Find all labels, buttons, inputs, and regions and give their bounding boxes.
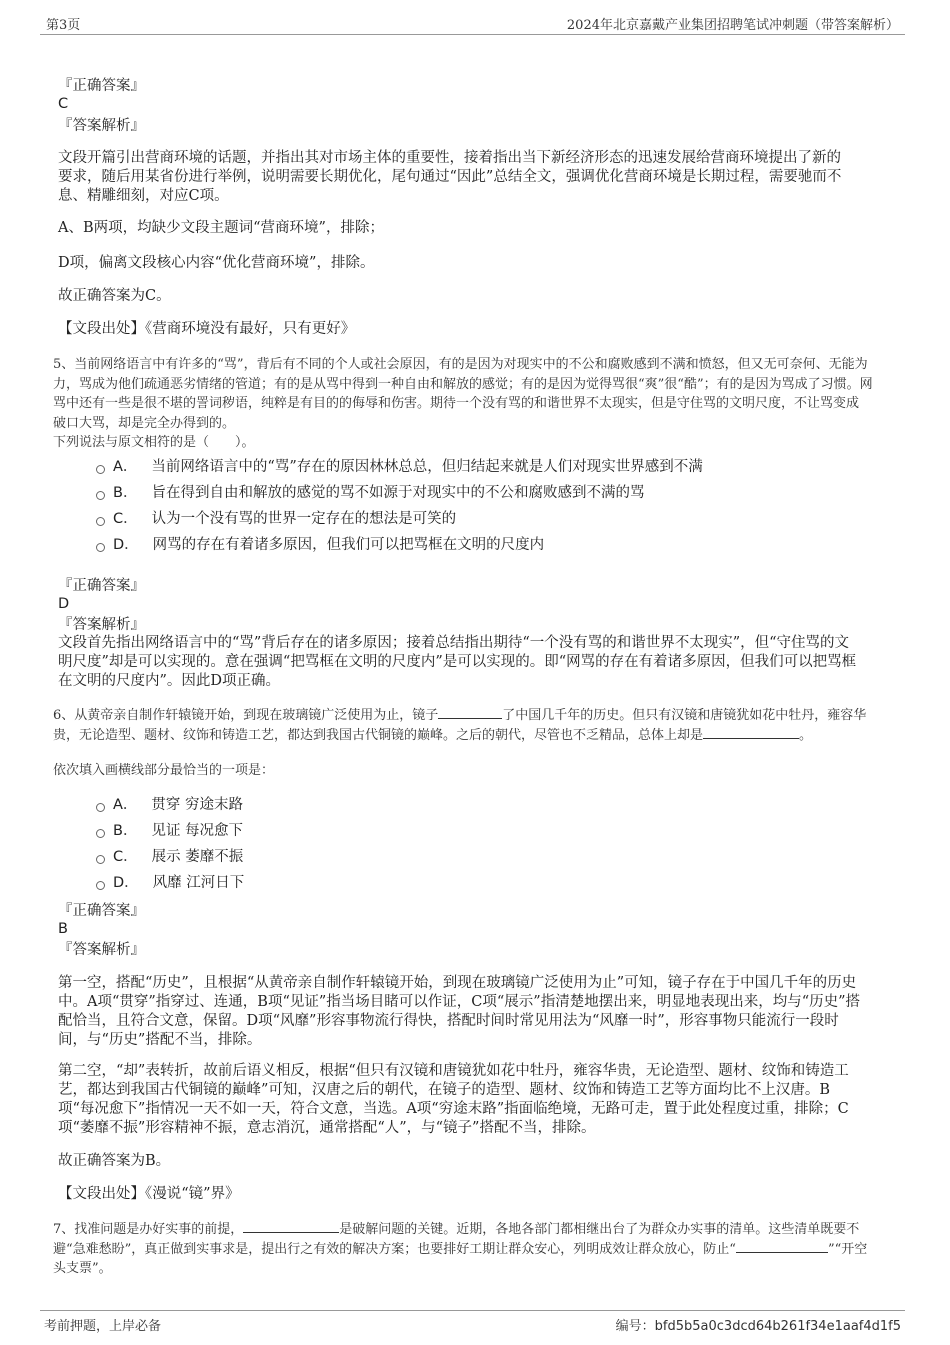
q5-prompt: 下列说法与原文相符的是（ ）。 [53, 435, 255, 450]
q6-analysis-line: 中。A项“贯穿”指穿过、连通，B项“见证”指当场目睹可以作证，C项“展示”指清楚地摆出来，明显地表现出来，均与“历史”搭 [58, 994, 861, 1010]
q5-option-d[interactable] [96, 535, 544, 555]
q6-stem-part: 了中国几千年的历史。但只有汉镜和唐镜犹如花中牡丹，雍容华 [502, 708, 867, 723]
q6-analysis-line: 项“萎靡不振”形容精神不振，意志消沉，通常搭配“人”，与“镜子”搭配不当，排除。 [58, 1120, 596, 1136]
q6-analysis-line: 间，与“历史”搭配不当，排除。 [58, 1032, 262, 1048]
q5-analysis-line: 明尺度”却是可以实现的。意在强调“把骂框在文明的尺度内”是可以实现的。即“网骂的存在有着诸多原因，但我们可以把骂框 [58, 654, 857, 670]
q7-stem-part: 头支票”。 [53, 1261, 112, 1276]
option-letter: A． [113, 459, 138, 475]
option-text: 当前网络语言中的“骂”存在的原因林林总总，但归结起来就是人们对现实世界感到不满 [151, 459, 703, 475]
q6-option-d[interactable] [96, 873, 244, 893]
q6-analysis-p1 [58, 974, 896, 1050]
radio-icon[interactable] [96, 881, 105, 890]
q4-ab-line: A、B两项，均缺少文段主题词“营商环境”，排除； [58, 220, 384, 236]
q4-source: 【文段出处】《营商环境没有最好，只有更好》 [58, 321, 356, 337]
option-text: 网骂的存在有着诸多原因，但我们可以把骂框在文明的尺度内 [152, 537, 545, 553]
q4-analysis-line: 息、精雕细刻，对应C项。 [58, 188, 229, 204]
q5-analysis [58, 634, 896, 691]
q5-answer: D [58, 596, 70, 612]
option-text: 风靡 江河日下 [152, 875, 245, 891]
footer-slogan: 考前押题，上岸必备 [44, 1319, 162, 1334]
fill-blank-1 [438, 706, 502, 719]
q5-analysis-line: 文段首先指出网络语言中的“骂”背后存在的诸多原因；接着总结指出期待“一个没有骂的和谐世界不太现实”，但“守住骂的文 [58, 635, 850, 651]
fill-blank-1 [243, 1220, 339, 1233]
q6-option-a[interactable] [96, 795, 243, 815]
radio-icon[interactable] [96, 803, 105, 812]
document-code [616, 1315, 901, 1334]
radio-icon[interactable] [96, 517, 105, 526]
code-value: bfd5b5a0c3dcd64b261f34e1aaf4d1f5 [654, 1319, 901, 1334]
q4-answer: C [58, 96, 69, 112]
option-letter: A． [113, 797, 138, 813]
option-letter: D． [113, 875, 139, 891]
option-text: 认为一个没有骂的世界一定存在的想法是可笑的 [151, 511, 457, 527]
q6-analysis-p2 [58, 1062, 896, 1138]
q4-analysis-label: 『答案解析』 [58, 118, 145, 134]
q4-analysis [58, 149, 896, 206]
q5-stem-line: 力，骂成为他们疏通恶劣情绪的管道；有的是从骂中得到一种自由和解放的感觉；有的是因为觉得骂很“爽”很“酷”；有的是因为骂成了习惯。网 [53, 376, 873, 392]
q6-prompt: 依次填入画横线部分最恰当的一项是： [53, 763, 275, 778]
radio-icon[interactable] [96, 543, 105, 552]
q7-stem-part: ”“开空 [827, 1241, 868, 1257]
q6-source: 【文段出处】《漫说“镜”界》 [58, 1186, 240, 1202]
document-title: 2024年北京嘉戴产业集团招聘笔试冲刺题（带答案解析） [566, 18, 899, 33]
q5-answer-label: 『正确答案』 [58, 578, 145, 594]
q4-d-line: D项，偏离文段核心内容“优化营商环境”，排除。 [58, 255, 375, 271]
q5-stem-line: 5、当前网络语言中有许多的“骂”，背后有不同的个人或社会原因，有的是因为对现实中的不公和腐败感到不满和愤怒，但又无可奈何、无能为 [53, 357, 868, 372]
q5-stem-line: 骂中还有一些是很不堪的詈词秽语，纯粹是有目的的侮辱和伤害。期待一个没有骂的和谐世界不太现实，但是守住骂的文明尺度，不让骂变成 [53, 396, 860, 411]
q4-analysis-line: 文段开篇引出营商环境的话题，并指出其对市场主体的重要性，接着指出当下新经济形态的迅速发展给营商环境提出了新的 [58, 150, 841, 166]
q7-stem-part: 是破解问题的关键。近期，各地各部门都相继出台了为群众办实事的清单。这些清单既要不 [339, 1222, 860, 1237]
code-label: 编号： [615, 1319, 655, 1334]
q6-analysis-line: 艺，都达到我国古代铜镜的巅峰”可知，汉唐之后的朝代，在镜子的造型、题材、纹饰和铸造工艺等方面均比不上汉唐。B [58, 1082, 831, 1098]
q4-conclusion: 故正确答案为C。 [58, 288, 171, 304]
q6-analysis-label: 『答案解析』 [58, 942, 145, 958]
radio-icon[interactable] [96, 465, 105, 474]
q6-stem-part: 贵，无论造型、题材、纹饰和铸造工艺，都达到我国古代铜镜的巅峰。之后的朝代，尽管也不乏精品，总体上却是 [53, 727, 704, 743]
page-number: 第3页 [46, 18, 81, 33]
option-text: 展示 萎靡不振 [151, 849, 244, 865]
radio-icon[interactable] [96, 491, 105, 500]
option-letter: C． [113, 511, 138, 527]
fill-blank-2 [703, 726, 799, 739]
q6-option-c[interactable] [96, 847, 243, 867]
option-text: 贯穿 穷途末路 [151, 797, 244, 813]
q5-option-a[interactable] [96, 457, 703, 477]
q7-stem-part: 避“急难愁盼”，真正做到实事求是，提出行之有效的解决方案；也要排好工期让群众安心，列明成效让群众放心，防止“ [53, 1241, 736, 1257]
q6-stem-part: 6、从黄帝亲自制作轩辕镜开始，到现在玻璃镜广泛使用为止，镜子 [53, 708, 439, 723]
q7-stem-part: 7、找准问题是办好实事的前提， [53, 1222, 244, 1237]
q6-answer-label: 『正确答案』 [58, 903, 145, 919]
q6-conclusion: 故正确答案为B。 [58, 1153, 171, 1169]
q6-answer: B [58, 921, 68, 937]
q6-option-b[interactable] [96, 821, 243, 841]
q4-analysis-line: 要求，随后用某省份进行举例，说明需要长期优化，尾句通过“因此”总结全文，强调优化营商环境是长期过程，需要驰而不 [58, 169, 842, 185]
q5-option-b[interactable] [96, 483, 644, 503]
q7-stem [53, 1220, 898, 1279]
q4-answer-label: 『正确答案』 [58, 78, 145, 94]
q5-option-c[interactable] [96, 509, 456, 529]
q5-stem-line: 破口大骂，却是完全办得到的。 [53, 415, 236, 431]
radio-icon[interactable] [96, 829, 105, 838]
option-letter: B． [113, 823, 138, 839]
option-letter: B． [113, 485, 138, 501]
option-letter: D． [113, 537, 139, 553]
q5-analysis-label: 『答案解析』 [58, 617, 145, 633]
q5-stem [53, 355, 898, 453]
fill-blank-2 [736, 1240, 828, 1253]
q6-analysis-line: 第二空，“却”表转折，故前后语义相反，根据“但只有汉镜和唐镜犹如花中牡丹，雍容华贵，无论造型、题材、纹饰和铸造工 [58, 1063, 849, 1079]
q6-analysis-line: 项“每况愈下”指情况一天不如一天，符合文意，当选。A项“穷途末路”指面临绝境，无路可走，置于此处程度过重，排除；C [58, 1101, 849, 1117]
q6-analysis-line: 配恰当，且符合文意，保留。D项“风靡”形容事物流行得快，搭配时间时常见用法为“风靡一时”，形容事物只能流行一段时 [58, 1013, 839, 1029]
option-text: 旨在得到自由和解放的感觉的骂不如源于对现实中的不公和腐败感到不满的骂 [151, 485, 645, 501]
page-header [40, 14, 905, 35]
q5-analysis-line: 在文明的尺度内”。因此D项正确。 [58, 673, 281, 689]
q6-stem [53, 706, 898, 745]
q6-stem-part: 。 [799, 727, 813, 743]
option-text: 见证 每况愈下 [151, 823, 244, 839]
q6-analysis-line: 第一空，搭配“历史”，且根据“从黄帝亲自制作轩辕镜开始，到现在玻璃镜广泛使用为止”可知，镜子存在于中国几千年的历史 [58, 975, 857, 991]
radio-icon[interactable] [96, 855, 105, 864]
option-letter: C． [113, 849, 138, 865]
page-footer [40, 1310, 905, 1335]
